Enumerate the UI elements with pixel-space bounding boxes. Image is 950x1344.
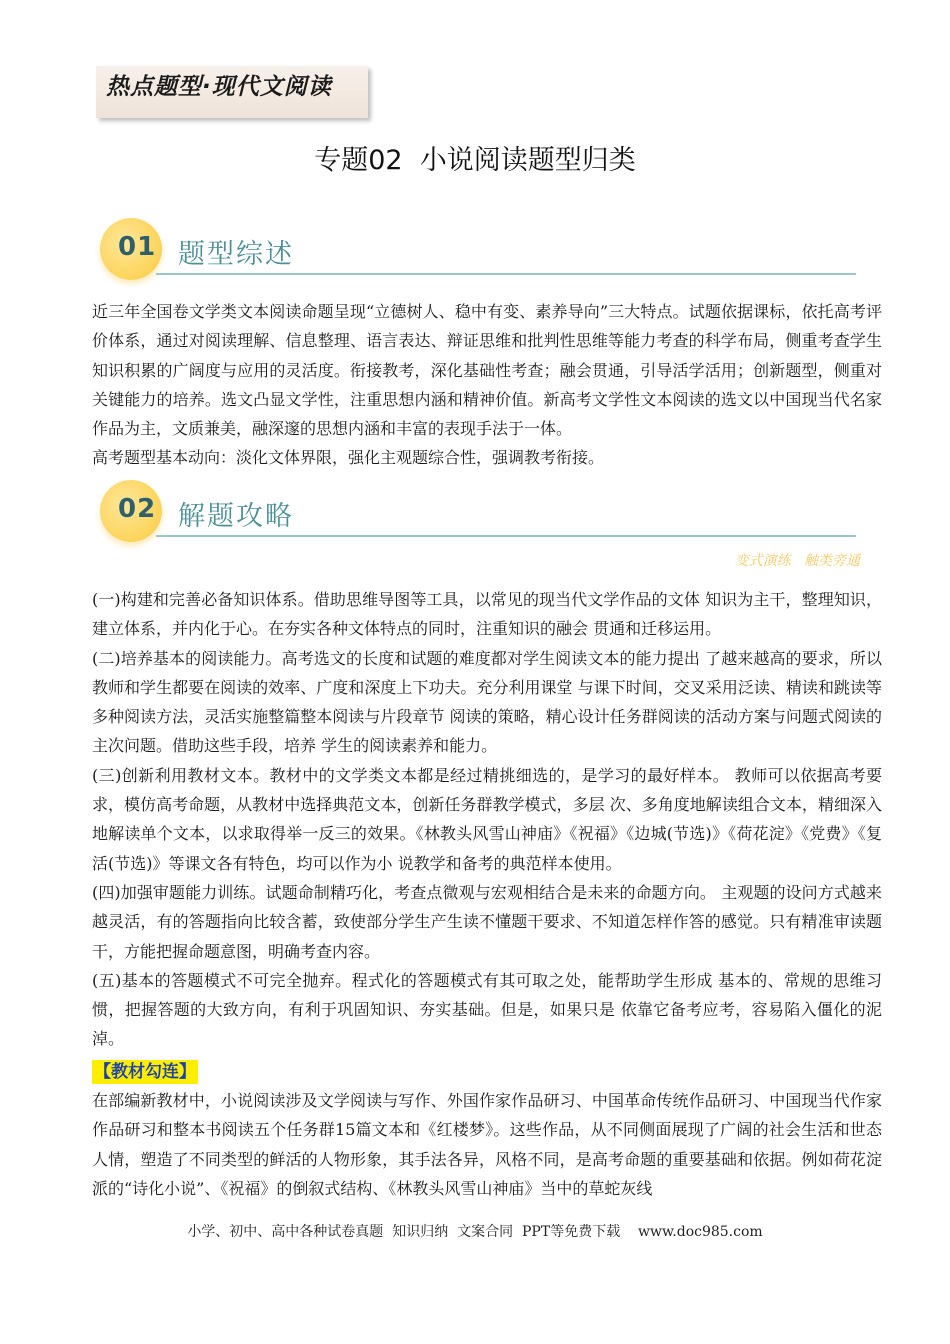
overview-paragraph-2: 高考题型基本动向：淡化文体界限，强化主观题综合性，强调教考衔接。 xyxy=(92,448,605,468)
section-header-strategy xyxy=(96,480,856,550)
section-header-overview xyxy=(96,218,856,288)
textbook-tag: 【教材勾连】 xyxy=(94,1061,196,1082)
strategy-body xyxy=(92,585,882,1203)
section-label: 题型综述 xyxy=(178,239,294,270)
section-divider xyxy=(156,273,856,275)
section-divider xyxy=(156,535,856,537)
section-tagline: 变式演练 触类旁通 xyxy=(734,553,860,569)
overview-body xyxy=(92,297,882,473)
section-number: 02 xyxy=(118,494,157,524)
page-title: 专题02 小说阅读题型归类 xyxy=(314,145,636,176)
textbook-paragraph: 在部编新教材中，小说阅读涉及文学阅读与写作、外国作家作品研习、中国革命传统作品研习、中国现当代作家作品研习和整本书阅读五个任务群15篇文本和《红楼梦》。这些作品，从不同侧面展现了广阔的社会生活和世态人情，塑造了不同类型的鲜活的人物形象，其手法各异，风格不同，是高考命题的重要基础和依据。例如荷花淀派的“诗化小说”、《祝福》的倒叙式结构、《林教头风雪山神庙》当中的草蛇灰线 xyxy=(92,1091,882,1198)
overview-paragraph-1: 近三年全国卷文学类文本阅读命题呈现“立德树人、稳中有变、素养导向”三大特点。试题依据课标，依托高考评价体系，通过对阅读理解、信息整理、语言表达、辩证思维和批判性思维等能力考查的科学布局，侧重考查学生知识积累的广阔度与应用的灵活度。衔接教考，深化基础性考查；融会贯通，引导活学活用；创新题型，侧重对关键能力的培养。选文凸显文学性，注重思想内涵和精神价值。新高考文学性文本阅读的选文以中国现当代名家作品为主，文质兼美，融深邃的思想内涵和丰富的表现手法于一体。 xyxy=(92,302,882,439)
header-banner xyxy=(96,66,368,118)
textbook-tag-line xyxy=(92,1057,882,1086)
strategy-paragraph-5: (五)基本的答题模式不可完全抛弃。程式化的答题模式有其可取之处，能帮助学生形成 基本的、常规的思维习惯，把握答题的大致方向，有利于巩固知识、夯实基础。但是，如果只是 依靠它备考应考，容易陷入僵化的泥淖。 xyxy=(92,970,882,1049)
banner-text: 热点题型·现代文阅读 xyxy=(106,74,332,100)
strategy-paragraph-2: (二)培养基本的阅读能力。高考选文的长度和试题的难度都对学生阅读文本的能力提出 了越来越高的要求，所以教师和学生都要在阅读的效率、广度和深度上下功夫。充分利用课堂 与课下时间，交叉采用泛读、精读和跳读等多种阅读方法，灵活实施整篇整本阅读与片段章节 阅读的策略，精心设计任务群阅读的活动方案与问题式阅读的主次问题。借助这些手段，培养 学生的阅读素养和能力。 xyxy=(92,648,882,756)
section-number: 01 xyxy=(118,232,157,262)
strategy-paragraph-1: (一)构建和完善必备知识体系。借助思维导图等工具，以常见的现当代文学作品的文体 知识为主干，整理知识，建立体系，并内化于心。在夯实各种文体特点的同时，注重知识的融会 贯通和迁移运用。 xyxy=(92,590,882,639)
strategy-paragraph-4: (四)加强审题能力训练。试题命制精巧化，考查点微观与宏观相结合是未来的命题方向。 主观题的设问方式越来越灵活，有的答题指向比较含蓄，致使部分学生产生读不懂题干要求、不知道怎样作答的感觉。只有精准审读题干，方能把握命题意图，明确考查内容。 xyxy=(92,882,882,961)
strategy-paragraph-3: (三)创新利用教材文本。教材中的文学类文本都是经过精挑细选的，是学习的最好样本。 教师可以依据高考要求，模仿高考命题，从教材中选择典范文本，创新任务群教学模式，多层 次、多角度地解读组合文本，精细深入地解读单个文本，以求取得举一反三的效果。《林教头风雪山神庙》《祝福》《边城(节选)》《荷花淀》《党费》《复活(节选)》等课文各有特色，均可以作为小 说教学和备考的典范样本使用。 xyxy=(92,765,882,873)
page-footer: 小学、初中、高中各种试卷真题 知识归纳 文案合同 PPT等免费下载 www.doc985.com xyxy=(187,1224,763,1240)
section-label: 解题攻略 xyxy=(178,501,294,532)
